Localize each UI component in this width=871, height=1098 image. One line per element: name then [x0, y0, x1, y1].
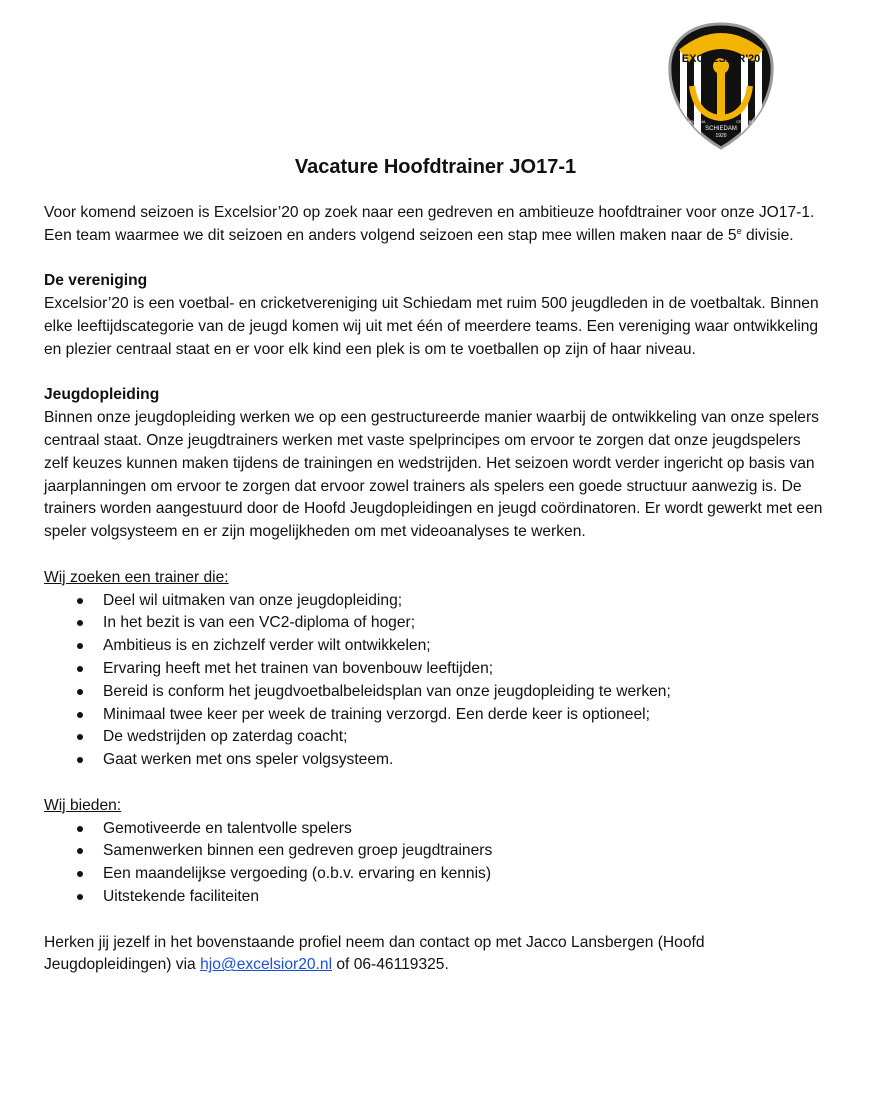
list-item	[44, 886, 824, 909]
contact-text: Herken jij jezelf in het bovenstaande profiel neem dan contact op met Jacco Lansbergen (Hoofd Jeugdopleidingen) via	[44, 933, 705, 974]
bullet-icon	[77, 598, 83, 604]
list-item	[44, 612, 824, 635]
jeugdopleiding-paragraph: Binnen onze jeugdopleiding werken we op een gestructureerde manier waarbij de ontwikkeling van onze spelers centraal staat. Onze jeugdtrainers werken met vaste spelprincipes om ervoor te zorgen dat onze jeugdspelers zelf keuzes kunnen maken tijdens de trainingen en wedstrijden. Het seizoen wordt verder ingericht op basis van jaarplanningen om ervoor te zorgen dat ervoor zowel trainers als spelers een goede structuur aanwezig is. De trainers worden aangestuurd door de Hoofd Jeugdopleidingen en jeugd coördinatoren. Er wordt gewerkt met een speler volgsysteem en er zijn mogelijkheden om met videoanalyses te werken.	[44, 409, 823, 541]
contact-phone-text: of 06-46119325.	[332, 956, 449, 974]
list-item-text: Een maandelijkse vergoeding (o.b.v. ervaring en kennis)	[103, 865, 492, 883]
list-item-text: De wedstrijden op zaterdag coacht;	[103, 728, 348, 746]
intro-superscript: e	[736, 225, 742, 236]
list-item-text: In het bezit is van een VC2-diploma of hoger;	[103, 614, 416, 632]
bieden-list	[44, 818, 824, 909]
jeugdopleiding-heading: Jeugdopleiding	[44, 386, 160, 404]
bullet-icon	[77, 871, 83, 877]
list-item	[44, 681, 824, 704]
logo-right-text: CRICKET	[736, 119, 754, 124]
list-item-text: Bereid is conform het jeugdvoetbalbeleidsplan van onze jeugdopleiding te werken;	[103, 682, 671, 700]
spacer	[44, 909, 824, 932]
list-item	[44, 863, 824, 886]
list-item	[44, 840, 824, 863]
list-item	[44, 590, 824, 613]
vereniging-paragraph: Excelsior’20 is een voetbal- en cricketvereniging uit Schiedam met ruim 500 jeugdleden in de voetbaltak. Binnen elke leeftijdscategorie van de jeugd komen wij uit met één of meerdere teams. Een vereniging waar ontwikkeling en plezier centraal staat en er voor elk kind een plek is om te voetballen op zijn of haar niveau.	[44, 295, 819, 358]
page-title: Vacature Hoofdtrainer JO17-1	[294, 156, 577, 178]
spacer	[44, 248, 824, 271]
list-item-text: Ervaring heeft met het trainen van bovenbouw leeftijden;	[103, 659, 494, 677]
list-item	[44, 749, 824, 772]
intro-paragraph	[44, 202, 824, 248]
spacer	[44, 362, 824, 385]
spacer	[44, 772, 824, 795]
club-crest-logo	[666, 20, 776, 152]
list-item	[44, 658, 824, 681]
bullet-icon	[77, 848, 83, 854]
bullet-icon	[77, 757, 83, 763]
list-item-text: Deel wil uitmaken van onze jeugdopleiding;	[103, 591, 403, 609]
logo-left-text: VOETBAL	[687, 119, 707, 124]
bullet-icon	[77, 643, 83, 649]
document-body	[44, 202, 824, 977]
bullet-icon	[77, 894, 83, 900]
email-link[interactable]: hjo@excelsior20.nl	[200, 956, 333, 974]
list-item	[44, 635, 824, 658]
logo-club-name: EXCELSIOR'20	[681, 53, 761, 65]
logo-year: 1920	[715, 133, 727, 139]
bullet-icon	[77, 734, 83, 740]
contact-paragraph	[44, 932, 824, 978]
list-item	[44, 818, 824, 841]
list-item-text: Gemotiveerde en talentvolle spelers	[103, 819, 352, 837]
list-item-text: Gaat werken met ons speler volgsysteem.	[103, 751, 394, 769]
list-item-text: Samenwerken binnen een gedreven groep jeugdtrainers	[103, 842, 493, 860]
list-item	[44, 726, 824, 749]
bieden-heading: Wij bieden:	[44, 796, 122, 814]
bullet-icon	[77, 712, 83, 718]
list-item	[44, 704, 824, 727]
bullet-icon	[77, 689, 83, 695]
vereniging-heading: De vereniging	[44, 272, 148, 290]
list-item-text: Ambitieus is en zichzelf verder wilt ontwikkelen;	[103, 637, 431, 655]
list-item-text: Uitstekende faciliteiten	[103, 887, 260, 905]
logo-city: SCHIEDAM	[705, 126, 737, 132]
bullet-icon	[77, 666, 83, 672]
bullet-icon	[77, 620, 83, 626]
intro-text: Voor komend seizoen is Excelsior’20 op zoek naar een gedreven en ambitieuze hoofdtrainer voor onze JO17-1. Een team waarmee we dit seizoen en anders volgend seizoen een stap mee willen maken naar de 5	[44, 204, 815, 244]
list-item-text: Minimaal twee keer per week de training verzorgd. Een derde keer is optioneel;	[103, 705, 650, 723]
zoeken-heading: Wij zoeken een trainer die:	[44, 568, 229, 586]
bullet-icon	[77, 826, 83, 832]
spacer	[44, 544, 824, 567]
intro-after: divisie.	[741, 226, 794, 244]
zoeken-list	[44, 590, 824, 772]
